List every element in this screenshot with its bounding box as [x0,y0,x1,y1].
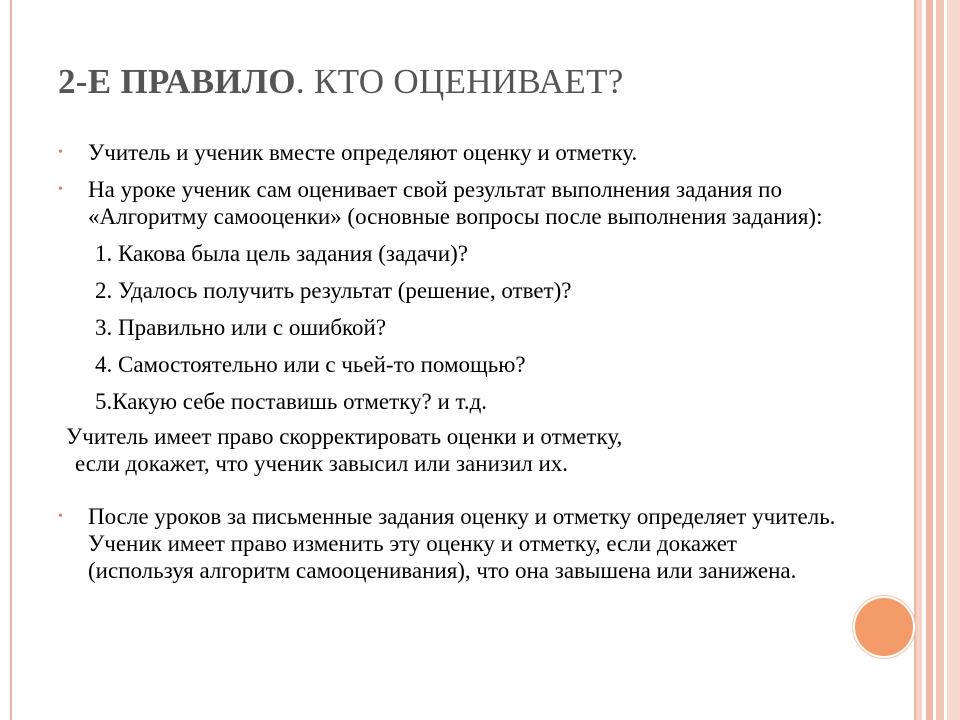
bullet-item [58,176,848,230]
question-item: 4. Самостоятельно или с чьей-то помощью? [95,352,526,377]
slide-title [58,62,624,102]
bullet-icon: • [58,145,63,160]
bullet-icon: • [58,509,63,524]
title-rest: . КТО ОЦЕНИВАЕТ? [295,62,624,101]
teacher-note [58,423,848,477]
bullet-item [58,139,848,166]
question-list [58,240,848,415]
decorative-circle [855,598,913,656]
question-item: 2. Удалось получить результат (решение, ответ)? [95,278,572,303]
question-item: 3. Правильно или с ошибкой? [95,315,387,340]
bullet-text: После уроков за письменные задания оценку и отметку определяет учитель. Ученик имеет право изменить эту оценку и отметку, если докажет (используя алгоритм самооценивания), что она завышена или занижена. [88,504,836,583]
bullet-item [58,503,848,584]
title-bold: 2-Е ПРАВИЛО [58,62,296,101]
bullet-text: Учитель и ученик вместе определяют оценку и отметку. [88,140,638,165]
bullet-text: На уроке ученик сам оценивает свой результат выполнения задания по «Алгоритму самооценки» (основные вопросы после выполнения задания): [88,177,823,229]
stripe [936,0,944,720]
teacher-note-line: если докажет, что ученик завысил или занизил их. [75,451,569,476]
slide-content [58,139,848,594]
decorative-stripes [916,0,960,720]
question-item: 5.Какую себе поставишь отметку? и т.д. [95,389,488,414]
question-item: 1. Какова была цель задания (задачи)? [95,241,468,266]
spacer [58,477,848,503]
stripe [926,0,933,720]
teacher-note-line: Учитель имеет право скорректировать оценки и отметку, [66,424,623,449]
bullet-icon: • [58,182,63,197]
stripe [947,0,960,720]
